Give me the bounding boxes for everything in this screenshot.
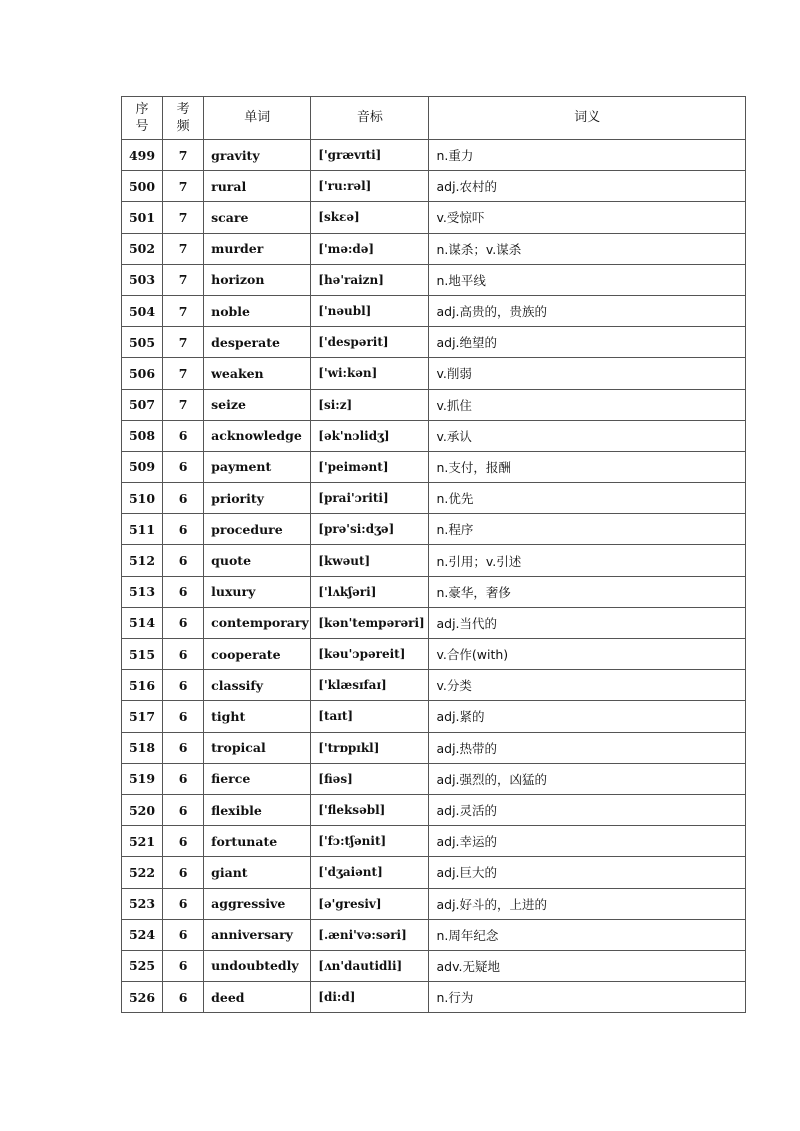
table-row — [122, 857, 746, 888]
row-phonetic: [di:d] — [311, 982, 429, 1013]
row-number: 521 — [122, 826, 163, 857]
row-word: horizon — [204, 264, 311, 295]
table-row — [122, 327, 746, 358]
row-number: 511 — [122, 514, 163, 545]
row-frequency: 6 — [163, 576, 204, 607]
vocabulary-table — [121, 96, 746, 1013]
row-phonetic: [ək'nɔlidʒ] — [311, 420, 429, 451]
row-number: 518 — [122, 732, 163, 763]
row-number: 519 — [122, 763, 163, 794]
row-word: tight — [204, 701, 311, 732]
table-row — [122, 607, 746, 638]
row-meaning: n.行为 — [429, 982, 746, 1013]
row-meaning: v.抓住 — [429, 389, 746, 420]
row-phonetic: [fiəs] — [311, 763, 429, 794]
row-meaning: v.受惊吓 — [429, 202, 746, 233]
row-word: payment — [204, 451, 311, 482]
row-number: 507 — [122, 389, 163, 420]
row-meaning: v.分类 — [429, 670, 746, 701]
row-frequency: 6 — [163, 545, 204, 576]
row-phonetic: ['fɔ:tʃənit] — [311, 826, 429, 857]
row-phonetic: ['nəubl] — [311, 295, 429, 326]
table-row — [122, 264, 746, 295]
row-word: luxury — [204, 576, 311, 607]
row-phonetic: ['mə:də] — [311, 233, 429, 264]
table-body — [122, 140, 746, 1013]
row-number: 515 — [122, 639, 163, 670]
row-frequency: 6 — [163, 514, 204, 545]
row-frequency: 6 — [163, 950, 204, 981]
row-number: 508 — [122, 420, 163, 451]
row-phonetic: ['fleksəbl] — [311, 794, 429, 825]
row-phonetic: ['peimənt] — [311, 451, 429, 482]
table-row — [122, 451, 746, 482]
header-phonetic: 音标 — [311, 97, 429, 140]
table-row — [122, 670, 746, 701]
table-row — [122, 358, 746, 389]
row-phonetic: ['klæsɪfaɪ] — [311, 670, 429, 701]
row-meaning: adj.当代的 — [429, 607, 746, 638]
row-frequency: 6 — [163, 701, 204, 732]
row-frequency: 6 — [163, 919, 204, 950]
table-row — [122, 140, 746, 171]
table-row — [122, 919, 746, 950]
row-meaning: n.支付，报酬 — [429, 451, 746, 482]
row-frequency: 6 — [163, 670, 204, 701]
row-word: flexible — [204, 794, 311, 825]
row-number: 522 — [122, 857, 163, 888]
row-meaning: n.谋杀；v.谋杀 — [429, 233, 746, 264]
table-row — [122, 171, 746, 202]
table-row — [122, 483, 746, 514]
header-meaning: 词义 — [429, 97, 746, 140]
row-frequency: 7 — [163, 264, 204, 295]
header-row — [122, 97, 746, 140]
table-row — [122, 233, 746, 264]
table-row — [122, 982, 746, 1013]
row-word: contemporary — [204, 607, 311, 638]
header-frequency: 考频 — [163, 97, 204, 140]
row-number: 506 — [122, 358, 163, 389]
row-phonetic: ['despərit] — [311, 327, 429, 358]
row-word: murder — [204, 233, 311, 264]
row-word: weaken — [204, 358, 311, 389]
row-meaning: adj.灵活的 — [429, 794, 746, 825]
table-row — [122, 826, 746, 857]
row-frequency: 6 — [163, 607, 204, 638]
row-meaning: n.优先 — [429, 483, 746, 514]
row-phonetic: [ə'gresiv] — [311, 888, 429, 919]
table-row — [122, 514, 746, 545]
row-number: 505 — [122, 327, 163, 358]
table-row — [122, 545, 746, 576]
row-number: 514 — [122, 607, 163, 638]
row-number: 523 — [122, 888, 163, 919]
row-phonetic: ['dʒaiənt] — [311, 857, 429, 888]
row-word: classify — [204, 670, 311, 701]
row-phonetic: [prai'ɔriti] — [311, 483, 429, 514]
row-meaning: adj.幸运的 — [429, 826, 746, 857]
row-number: 513 — [122, 576, 163, 607]
row-number: 516 — [122, 670, 163, 701]
row-frequency: 6 — [163, 763, 204, 794]
row-meaning: adj.高贵的，贵族的 — [429, 295, 746, 326]
row-meaning: adj.农村的 — [429, 171, 746, 202]
row-meaning: adj.强烈的，凶猛的 — [429, 763, 746, 794]
row-frequency: 7 — [163, 358, 204, 389]
row-number: 510 — [122, 483, 163, 514]
table-row — [122, 295, 746, 326]
row-phonetic: [ʌn'dautidli] — [311, 950, 429, 981]
row-meaning: n.地平线 — [429, 264, 746, 295]
row-word: quote — [204, 545, 311, 576]
row-phonetic: [hə'raizn] — [311, 264, 429, 295]
row-number: 512 — [122, 545, 163, 576]
row-word: giant — [204, 857, 311, 888]
row-frequency: 6 — [163, 888, 204, 919]
row-phonetic: [kən'tempərəri] — [311, 607, 429, 638]
row-frequency: 6 — [163, 483, 204, 514]
row-frequency: 7 — [163, 140, 204, 171]
row-meaning: adj.巨大的 — [429, 857, 746, 888]
row-phonetic: [si:z] — [311, 389, 429, 420]
table-row — [122, 639, 746, 670]
table-row — [122, 794, 746, 825]
row-number: 504 — [122, 295, 163, 326]
row-word: fortunate — [204, 826, 311, 857]
row-meaning: v.合作(with) — [429, 639, 746, 670]
row-word: desperate — [204, 327, 311, 358]
row-meaning: v.削弱 — [429, 358, 746, 389]
row-phonetic: ['grævɪti] — [311, 140, 429, 171]
table-row — [122, 389, 746, 420]
row-meaning: adj.好斗的，上进的 — [429, 888, 746, 919]
table-row — [122, 888, 746, 919]
row-number: 524 — [122, 919, 163, 950]
row-frequency: 7 — [163, 202, 204, 233]
row-phonetic: ['trɒpɪkl] — [311, 732, 429, 763]
row-word: fierce — [204, 763, 311, 794]
row-number: 499 — [122, 140, 163, 171]
row-phonetic: [.æni'və:səri] — [311, 919, 429, 950]
row-number: 509 — [122, 451, 163, 482]
row-number: 500 — [122, 171, 163, 202]
row-meaning: n.程序 — [429, 514, 746, 545]
row-frequency: 6 — [163, 857, 204, 888]
row-frequency: 6 — [163, 794, 204, 825]
row-word: undoubtedly — [204, 950, 311, 981]
row-meaning: adv.无疑地 — [429, 950, 746, 981]
table-row — [122, 950, 746, 981]
row-frequency: 7 — [163, 295, 204, 326]
row-phonetic: [prə'si:dʒə] — [311, 514, 429, 545]
row-word: tropical — [204, 732, 311, 763]
row-frequency: 7 — [163, 389, 204, 420]
row-frequency: 6 — [163, 732, 204, 763]
row-number: 502 — [122, 233, 163, 264]
row-frequency: 6 — [163, 982, 204, 1013]
row-number: 520 — [122, 794, 163, 825]
header-number: 序号 — [122, 97, 163, 140]
table-row — [122, 420, 746, 451]
row-word: deed — [204, 982, 311, 1013]
row-number: 525 — [122, 950, 163, 981]
row-word: aggressive — [204, 888, 311, 919]
row-word: anniversary — [204, 919, 311, 950]
row-frequency: 7 — [163, 233, 204, 264]
header-word: 单词 — [204, 97, 311, 140]
row-word: rural — [204, 171, 311, 202]
table-row — [122, 763, 746, 794]
table-row — [122, 701, 746, 732]
row-meaning: n.豪华，奢侈 — [429, 576, 746, 607]
row-number: 503 — [122, 264, 163, 295]
row-meaning: v.承认 — [429, 420, 746, 451]
table-row — [122, 202, 746, 233]
row-number: 517 — [122, 701, 163, 732]
table-row — [122, 576, 746, 607]
row-meaning: n.重力 — [429, 140, 746, 171]
row-word: noble — [204, 295, 311, 326]
row-number: 501 — [122, 202, 163, 233]
row-frequency: 7 — [163, 171, 204, 202]
row-frequency: 7 — [163, 327, 204, 358]
row-phonetic: [taɪt] — [311, 701, 429, 732]
row-frequency: 6 — [163, 826, 204, 857]
row-word: scare — [204, 202, 311, 233]
row-word: seize — [204, 389, 311, 420]
row-word: cooperate — [204, 639, 311, 670]
row-phonetic: ['wi:kən] — [311, 358, 429, 389]
row-frequency: 6 — [163, 639, 204, 670]
row-phonetic: ['lʌkʃəri] — [311, 576, 429, 607]
row-meaning: adj.热带的 — [429, 732, 746, 763]
row-word: acknowledge — [204, 420, 311, 451]
table-header — [122, 97, 746, 140]
row-phonetic: [kwəut] — [311, 545, 429, 576]
row-meaning: adj.紧的 — [429, 701, 746, 732]
table-row — [122, 732, 746, 763]
row-number: 526 — [122, 982, 163, 1013]
row-meaning: n.引用；v.引述 — [429, 545, 746, 576]
row-phonetic: [skɛə] — [311, 202, 429, 233]
row-frequency: 6 — [163, 420, 204, 451]
row-meaning: adj.绝望的 — [429, 327, 746, 358]
row-word: gravity — [204, 140, 311, 171]
row-phonetic: [kəu'ɔpəreit] — [311, 639, 429, 670]
row-frequency: 6 — [163, 451, 204, 482]
row-word: procedure — [204, 514, 311, 545]
row-phonetic: ['ru:rəl] — [311, 171, 429, 202]
row-word: priority — [204, 483, 311, 514]
row-meaning: n.周年纪念 — [429, 919, 746, 950]
